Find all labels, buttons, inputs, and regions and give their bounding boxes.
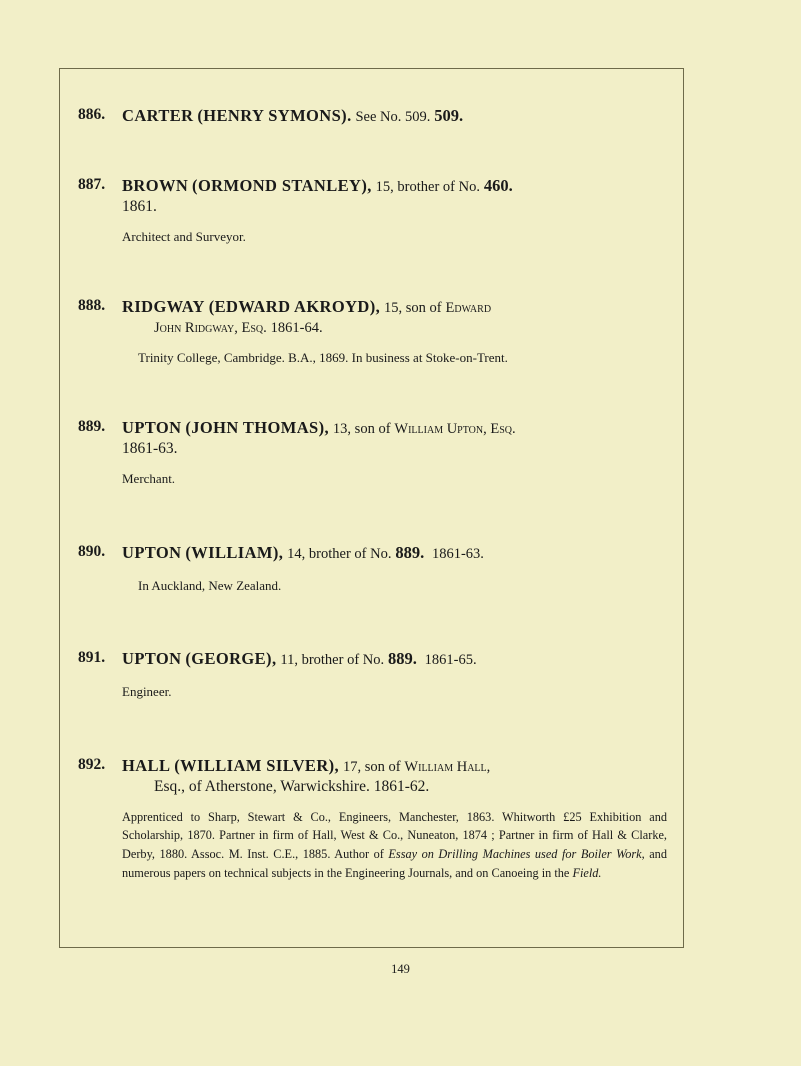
entry-heading [78,754,678,778]
entry-number: 888. [78,296,106,314]
entry-parent-fullname: John Ridgway, Esq. [154,319,267,336]
directory-entry [78,295,678,368]
directory-entry [78,104,678,128]
biography-title-2: Field. [572,865,602,880]
entry-date-range: 1861-63. [431,545,484,562]
entry-number: 892. [78,755,106,773]
directory-entry [78,541,678,596]
entry-dates: 1861-63. [122,440,178,457]
entry-surname: UPTON [122,418,182,437]
entry-heading-body [122,174,670,198]
entry-surname: UPTON [122,542,182,562]
entry-parent-name: William Upton, Esq. [394,421,516,437]
entry-given-names: (JOHN THOMAS), [185,418,330,437]
entry-surname: CARTER [122,106,194,125]
entry-heading [78,104,678,128]
entry-reference: See No. 509. [355,109,431,125]
entry-surname: UPTON [122,649,182,668]
entry-number: 889. [78,418,106,435]
entry-dates: 1861. [122,198,157,215]
entry-heading-body [122,647,670,671]
entry-number: 890. [78,542,106,560]
entry-given-names: (EDWARD AKROYD), [208,296,381,316]
entry-heading-body [122,295,670,319]
entry-heading-body [122,416,670,440]
entry-number: 887. [78,176,106,193]
page-content [78,104,678,882]
entry-dates [154,319,678,337]
entry-surname: HALL [122,755,171,775]
entry-relation: 15, son of [384,299,442,316]
entry-reference-number: 509. [434,106,464,125]
entry-given-names: (ORMOND STANLEY), [192,176,372,195]
entry-parent-name: William Hall, [404,758,491,775]
entry-number: 891. [78,649,106,666]
entry-parent-name: Edward [445,299,492,316]
entry-heading-body [122,541,670,565]
entry-note: Architect and Surveyor. [122,229,246,244]
entry-relation: 11, brother of No. [280,652,385,668]
entry-heading [78,416,678,440]
entry-heading [78,295,678,319]
entry-heading [78,647,678,671]
entry-given-names: (HENRY SYMONS). [197,106,352,125]
entry-heading-body [122,754,670,778]
entry-given-names: (GEORGE), [185,649,277,668]
entry-note: Engineer. [122,684,172,699]
entry-reference-number: 889. [388,649,417,668]
entry-reference-number: 460. [483,176,513,195]
entry-number: 886. [78,106,106,123]
directory-entry [78,647,678,702]
entry-date-range: 1861-65. [424,652,477,668]
biography-part-2: and numerous papers on technical subjects in the Engineering Journals, and on Canoeing in the [122,846,667,880]
entry-surname: RIDGWAY [122,296,205,316]
entry-date-range: 1861-64. [270,319,323,336]
entry-relation: 13, son of [332,421,391,437]
entry-reference-number: 889. [395,542,425,562]
entry-note: In Auckland, New Zealand. [138,577,282,593]
directory-entry [78,754,678,883]
entry-given-names: (WILLIAM SILVER), [174,755,340,775]
entry-reference: 15, brother of No. [375,179,480,195]
entry-relation: 14, brother of No. [287,545,392,562]
entry-heading [78,541,678,565]
entry-given-names: (WILLIAM), [185,542,284,562]
biography-title-1: Essay on Drilling Machines used for Boiler Work, [388,846,645,861]
entry-note: Merchant. [122,471,176,486]
directory-entry [78,416,678,489]
entry-relation: 17, son of [342,758,401,775]
entry-dates: Esq., of Atherstone, Warwickshire. 1861-62. [154,777,430,795]
biography-part-1: Apprenticed to Sharp, Stewart & Co., Engineers, Manchester, 1863. Whitworth £25 Exhibition and Scholarship, 1870. Partner in firm of Hall, West & Co., Nuneaton, 1874 ; Partner in firm of Hall & Clarke, Derby, 1880. Assoc. M. Inst. C.E., 1885. Author of [122,809,667,861]
page-number: 149 [391,962,410,976]
entry-note: Trinity College, Cambridge. B.A., 1869. In business at Stoke-on-Trent. [138,349,508,365]
directory-entry [78,174,678,247]
entry-heading [78,174,678,198]
entry-heading-body [122,104,670,128]
entry-surname: BROWN [122,176,189,195]
entry-biography [122,808,667,883]
